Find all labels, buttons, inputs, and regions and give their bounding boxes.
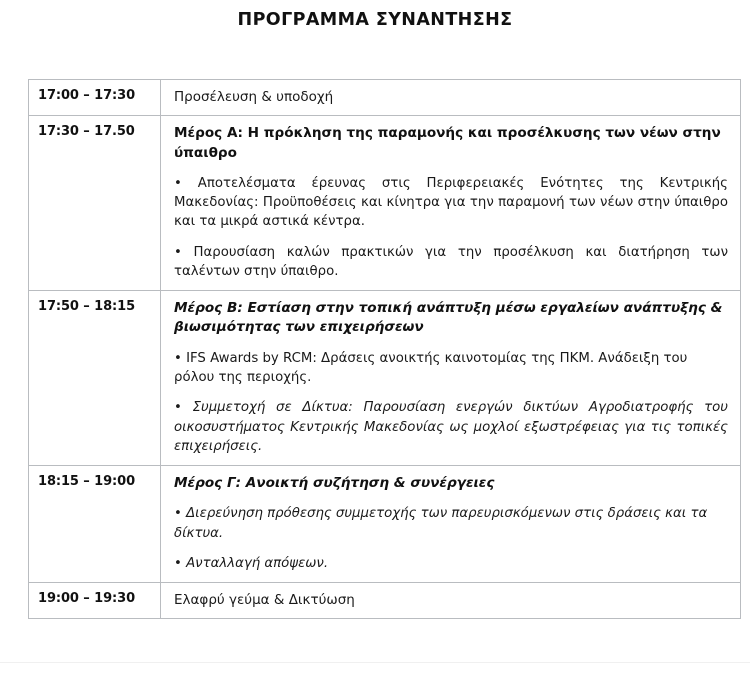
- agenda-time: 17:30 – 17.50: [38, 124, 135, 140]
- table-row: [29, 466, 741, 583]
- table-row: [29, 80, 741, 116]
- table-cell-time: [29, 466, 161, 583]
- agenda-time: 19:00 – 19:30: [38, 591, 136, 607]
- table-cell-time: [29, 583, 161, 619]
- table-cell-content: [161, 466, 741, 583]
- agenda-section-heading: Μέρος Β: Εστίαση στην τοπική ανάπτυξη μέσω εργαλείων ανάπτυξης & βιωσιμότητας των επιχειρήσεων: [174, 300, 723, 336]
- table-cell-content: [161, 80, 741, 116]
- agenda-time: 17:00 – 17:30: [38, 88, 136, 103]
- agenda-plain-text: Ελαφρύ γεύμα & Δικτύωση: [174, 592, 355, 609]
- table-row: [29, 583, 741, 619]
- agenda-time: 17:50 – 18:15: [38, 299, 136, 315]
- scan-artifact: [0, 662, 750, 663]
- agenda-content: [161, 583, 740, 618]
- agenda-bullet: • Παρουσίαση καλών πρακτικών για την προσέλκυση και διατήρηση των ταλέντων στην ύπαιθρο.: [174, 244, 728, 279]
- agenda-table-body: [29, 80, 741, 619]
- agenda-table: [28, 79, 741, 619]
- agenda-content: [161, 466, 740, 582]
- table-cell-content: [161, 291, 741, 466]
- agenda-bullet: • Ανταλλαγή απόψεων.: [174, 555, 329, 571]
- agenda-bullet: • IFS Awards by RCM: Δράσεις ανοικτής καινοτομίας της ΠΚΜ. Ανάδειξη του ρόλου της περιοχής.: [174, 350, 688, 385]
- table-cell-content: [161, 583, 741, 619]
- agenda-content: [161, 80, 740, 115]
- table-cell-content: [161, 116, 741, 291]
- table-cell-time: [29, 116, 161, 291]
- agenda-plain-text: Προσέλευση & υποδοχή: [174, 89, 334, 105]
- table-row: [29, 116, 741, 291]
- agenda-content: [161, 116, 740, 290]
- table-row: [29, 291, 741, 466]
- table-cell-time: [29, 291, 161, 466]
- page-title: ΠΡΟΓΡΑΜΜΑ ΣΥΝΑΝΤΗΣΗΣ: [237, 10, 513, 30]
- agenda-bullet: • Συμμετοχή σε Δίκτυα: Παρουσίαση ενεργών δικτύων Αγροδιατροφής του οικοσυστήματος Κεντρικής Μακεδονίας ως μοχλοί εξωστρέφειας για τις τοπικές επιχειρήσεις.: [174, 400, 728, 454]
- agenda-content: [161, 291, 740, 465]
- agenda-section-heading: Μέρος Γ: Ανοικτή συζήτηση & συνέργειες: [174, 475, 495, 492]
- agenda-section-heading: Μέρος Α: Η πρόκληση της παραμονής και προσέλκυσης των νέων στην ύπαιθρο: [174, 125, 721, 161]
- agenda-time: 18:15 – 19:00: [38, 474, 136, 490]
- agenda-bullet: • Αποτελέσματα έρευνας στις Περιφερειακές Ενότητες της Κεντρικής Μακεδονίας: Προϋποθέσεις και κίνητρα για την παραμονή των νέων στην ύπαιθρο και τα μικρά αστικά κέντρα.: [174, 175, 728, 230]
- agenda-bullet: • Διερεύνηση πρόθεσης συμμετοχής των παρευρισκόμενων στις δράσεις και τα δίκτυα.: [174, 506, 708, 541]
- table-cell-time: [29, 80, 161, 116]
